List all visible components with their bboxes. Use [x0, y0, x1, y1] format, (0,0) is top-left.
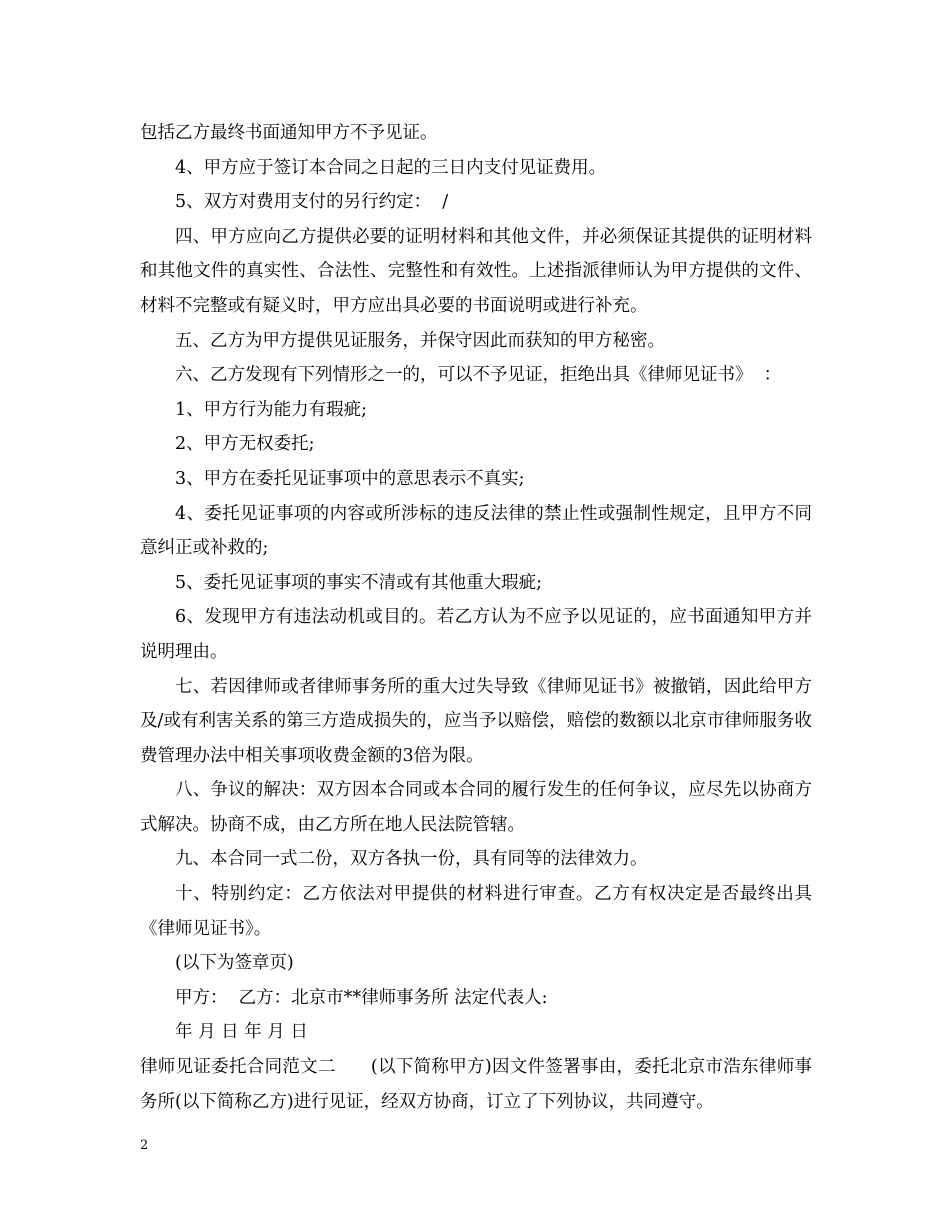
document-body — [140, 116, 812, 1119]
paragraph: 九、本合同一式二份，双方各执一份，具有同等的法律效力。 — [175, 849, 648, 870]
paragraph: 4、委托见证事项的内容或所涉标的违反法律的禁止性或强制性规定，且甲方不同意纠正或补救的; — [140, 503, 812, 559]
signature-page-note: (以下为签章页) — [175, 953, 294, 974]
signature-parties-line: 甲方： 乙方：北京市**律师事务所 法定代表人: — [175, 987, 548, 1008]
paragraph: 包括乙方最终书面通知甲方不予见证。 — [140, 123, 438, 143]
paragraph: 6、发现甲方有违法动机或目的。若乙方认为不应予以见证的，应书面通知甲方并说明理由。 — [140, 607, 812, 662]
page-number: 2 — [140, 1138, 149, 1153]
paragraph: 律师见证委托合同范文二 (以下简称甲方)因文件签署事由，委托北京市浩东律师事务所(以下简称乙方)进行见证，经双方协商，订立了下列协议，共同遵守。 — [140, 1057, 812, 1112]
paragraph: 5、双方对费用支付的另行约定： / — [175, 192, 449, 213]
signature-date-line: 年 月 日 年 月 日 — [175, 1022, 308, 1043]
paragraph: 七、若因律师或者律师事务所的重大过失导致《律师见证书》被撤销，因此给甲方及/或有利害关系的第三方造成损失的，应当予以赔偿，赔偿的数额以北京市律师服务收费管理办法中相关事项收费金额的3倍为限。 — [140, 676, 812, 766]
paragraph: 4、甲方应于签订本合同之日起的三日内支付见证费用。 — [175, 157, 607, 178]
paragraph: 2、甲方无权委托; — [175, 434, 315, 455]
paragraph: 六、乙方发现有下列情形之一的，可以不予见证，拒绝出具《律师见证书》 ： — [175, 365, 782, 386]
paragraph: 四、甲方应向乙方提供必要的证明材料和其他文件，并必须保证其提供的证明材料和其他文件的真实性、合法性、完整性和有效性。上述指派律师认为甲方提供的文件、材料不完整或有疑义时，甲方应出具必要的书面说明或进行补充。 — [140, 226, 812, 316]
paragraph: 五、乙方为甲方提供见证服务，并保守因此而获知的甲方秘密。 — [175, 330, 665, 351]
paragraph: 八、争议的解决：双方因本合同或本合同的履行发生的任何争议，应尽先以协商方式解决。协商不成，由乙方所在地人民法院管辖。 — [140, 780, 812, 835]
paragraph: 1、甲方行为能力有瑕疵; — [175, 399, 368, 420]
paragraph: 5、委托见证事项的事实不清或有其他重大瑕疵; — [175, 572, 543, 593]
paragraph: 3、甲方在委托见证事项中的意思表示不真实; — [175, 468, 525, 489]
paragraph: 十、特别约定：乙方依法对甲提供的材料进行审查。乙方有权决定是否最终出具《律师见证书》。 — [140, 884, 812, 939]
